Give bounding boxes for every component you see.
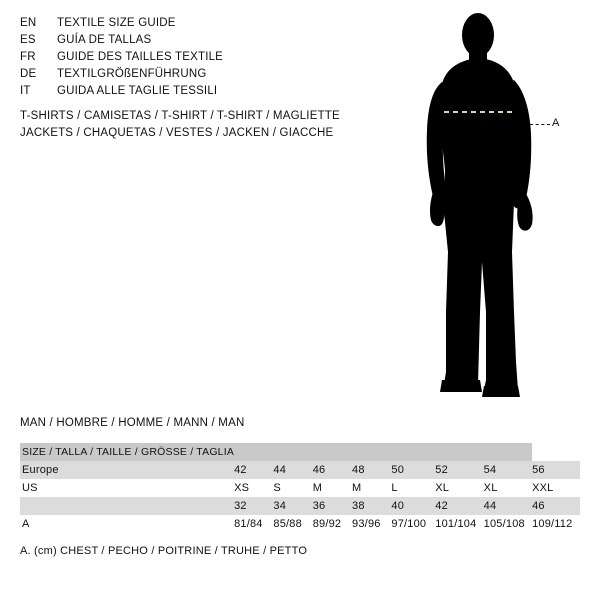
- row-cell: 56: [532, 461, 580, 479]
- table-header-spacer: [313, 443, 352, 461]
- row-cell: 109/112: [532, 515, 580, 533]
- row-label: [20, 497, 234, 515]
- row-cell: 46: [532, 497, 580, 515]
- row-cell: 36: [313, 497, 352, 515]
- row-cell: 42: [435, 497, 483, 515]
- row-cell: 97/100: [391, 515, 435, 533]
- category-list: [20, 110, 340, 144]
- language-code: FR: [20, 51, 36, 63]
- silhouette-icon: [400, 12, 585, 397]
- row-cell: 44: [273, 461, 312, 479]
- row-cell: 81/84: [234, 515, 273, 533]
- language-code: DE: [20, 68, 37, 80]
- table-title: MAN / HOMBRE / HOMME / MANN / MAN: [20, 417, 245, 429]
- row-cell: 54: [484, 461, 532, 479]
- table-header-row: [20, 443, 580, 461]
- table-row: [20, 497, 580, 515]
- row-cell: M: [352, 479, 391, 497]
- table-header-spacer: [234, 443, 273, 461]
- language-row: [20, 51, 380, 68]
- table-header-spacer: [273, 443, 312, 461]
- row-cell: 52: [435, 461, 483, 479]
- row-cell: 42: [234, 461, 273, 479]
- table-row: [20, 461, 580, 479]
- language-row: [20, 17, 380, 34]
- row-cell: 32: [234, 497, 273, 515]
- measure-label-a: A: [552, 117, 560, 129]
- row-cell: 44: [484, 497, 532, 515]
- table-row: [20, 479, 580, 497]
- male-silhouette-figure: [400, 12, 585, 397]
- table-header-spacer: [484, 443, 532, 461]
- language-row: [20, 34, 380, 51]
- table-header-label: SIZE / TALLA / TAILLE / GRÖSSE / TAGLIA: [20, 443, 234, 461]
- table-header-spacer: [352, 443, 391, 461]
- row-cell: 105/108: [484, 515, 532, 533]
- table-header-spacer: [435, 443, 483, 461]
- language-row: [20, 85, 380, 102]
- row-cell: XXL: [532, 479, 580, 497]
- category-jackets: JACKETS / CHAQUETAS / VESTES / JACKEN / GIACCHE: [20, 127, 334, 139]
- row-cell: 85/88: [273, 515, 312, 533]
- language-code: EN: [20, 17, 37, 29]
- language-list: [20, 17, 380, 102]
- table-row: [20, 515, 580, 533]
- category-tshirts: T-SHIRTS / CAMISETAS / T-SHIRT / T-SHIRT / MAGLIETTE: [20, 110, 340, 122]
- row-cell: L: [391, 479, 435, 497]
- language-text: GUIDA ALLE TAGLIE TESSILI: [57, 85, 218, 97]
- row-cell: XL: [484, 479, 532, 497]
- language-text: GUÍA DE TALLAS: [57, 34, 152, 46]
- row-label: Europe: [20, 461, 234, 479]
- row-cell: XL: [435, 479, 483, 497]
- row-cell: 46: [313, 461, 352, 479]
- row-cell: XS: [234, 479, 273, 497]
- language-text: TEXTILGRÖßENFÜHRUNG: [57, 68, 207, 80]
- row-cell: 89/92: [313, 515, 352, 533]
- row-cell: 93/96: [352, 515, 391, 533]
- table-header-spacer: [391, 443, 435, 461]
- row-label: A: [20, 515, 234, 533]
- language-code: IT: [20, 85, 31, 97]
- language-row: [20, 68, 380, 85]
- language-text: TEXTILE SIZE GUIDE: [57, 17, 176, 29]
- size-table: [20, 443, 580, 533]
- row-cell: 101/104: [435, 515, 483, 533]
- row-cell: 48: [352, 461, 391, 479]
- row-cell: 38: [352, 497, 391, 515]
- language-code: ES: [20, 34, 36, 46]
- row-cell: 40: [391, 497, 435, 515]
- footnote: A. (cm) CHEST / PECHO / POITRINE / TRUHE / PETTO: [20, 545, 308, 557]
- language-text: GUIDE DES TAILLES TEXTILE: [57, 51, 224, 63]
- row-cell: M: [313, 479, 352, 497]
- row-cell: S: [273, 479, 312, 497]
- row-cell: 50: [391, 461, 435, 479]
- row-label: US: [20, 479, 234, 497]
- measure-leader-line: [530, 124, 550, 126]
- row-cell: 34: [273, 497, 312, 515]
